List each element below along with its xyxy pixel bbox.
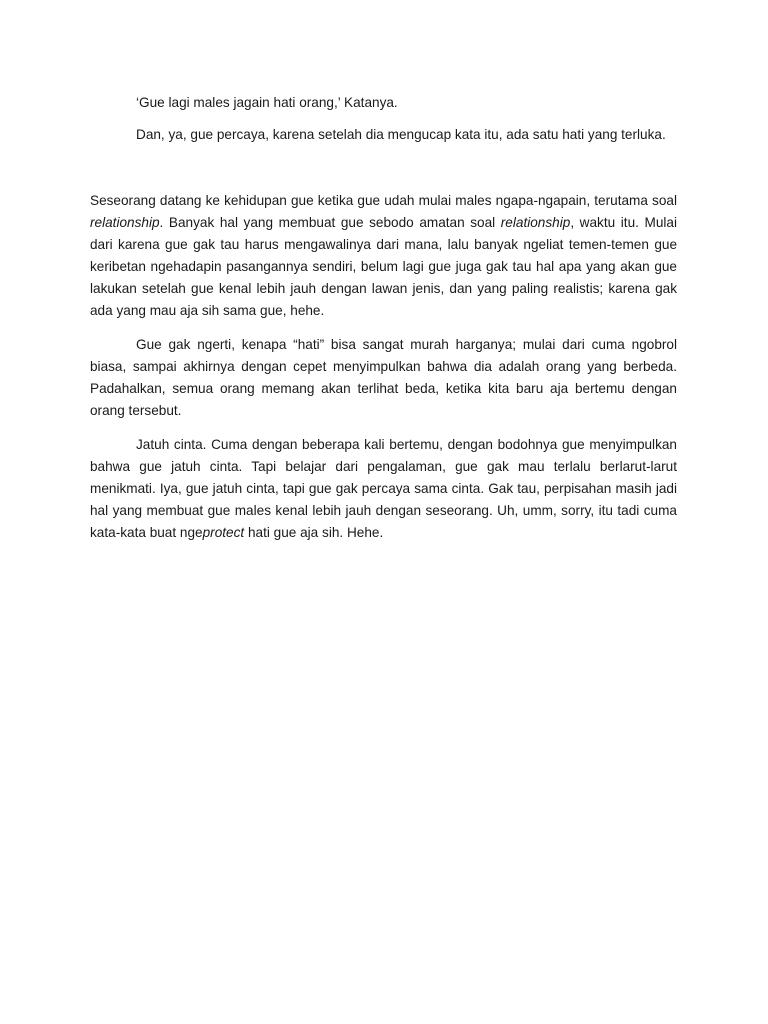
paragraph-quote (90, 92, 677, 114)
paragraph-heart-cheap (90, 334, 677, 422)
p3-italic-relationship-2: relationship (500, 215, 571, 230)
p5-italic-protect: protect (202, 525, 245, 540)
p5-text-a: Jatuh cinta. Cuma dengan beberapa kali bertemu, dengan bodohnya gue menyimpulkan bahwa gue jatuh cinta. Tapi belajar dari pengalaman, gue gak mau terlalu berlarut-larut menikmati. Iya, gue jatuh cinta, tapi gue gak percaya sama cinta. Gak tau, perpisahan masih jadi hal yang membuat gue males kenal lebih jauh dengan seseorang. Uh, umm, sorry, itu tadi cuma kata-kata buat nge (90, 437, 677, 540)
p3-text-c: . Banyak hal yang membuat gue sebodo amatan soal (159, 215, 501, 230)
p3-text-a: Seseorang datang ke kehidupan gue ketika gue udah mulai males ngapa-ngapain, terutama soal (90, 193, 677, 208)
p3-text-e: , waktu itu. Mulai dari karena gue gak tau harus mengawalinya dari mana, lalu banyak ngeliat temen-temen gue keribetan ngehadapin pasangannya sendiri, belum lagi gue juga gak tau hal apa yang akan gue lakukan setelah gue kenal lebih jauh dengan lawan jenis, dan yang paling realistis; karena gak ada yang mau aja sih sama gue, hehe. (90, 215, 677, 318)
paragraph-quote-text: ‘Gue lagi males jagain hati orang,’ Katanya. (136, 95, 398, 110)
paragraph-falling-in-love (90, 434, 677, 544)
paragraph-heart-cheap-text: Gue gak ngerti, kenapa “hati” bisa sangat murah harganya; mulai dari cuma ngobrol biasa, sampai akhirnya dengan cepet menyimpulkan bahwa dia adalah orang yang berbeda. Padahalkan, semua orang memang akan terlihat beda, ketika kita baru aja bertemu dengan orang tersebut. (90, 337, 677, 418)
paragraph-someone-came (90, 190, 677, 322)
p5-text-c: hati gue aja sih. Hehe. (244, 525, 384, 540)
p3-italic-relationship-1: relationship (90, 215, 160, 230)
paragraph-belief (90, 124, 677, 146)
paragraph-belief-text: Dan, ya, gue percaya, karena setelah dia mengucap kata itu, ada satu hati yang terluka. (136, 127, 666, 142)
document-page (90, 92, 677, 544)
